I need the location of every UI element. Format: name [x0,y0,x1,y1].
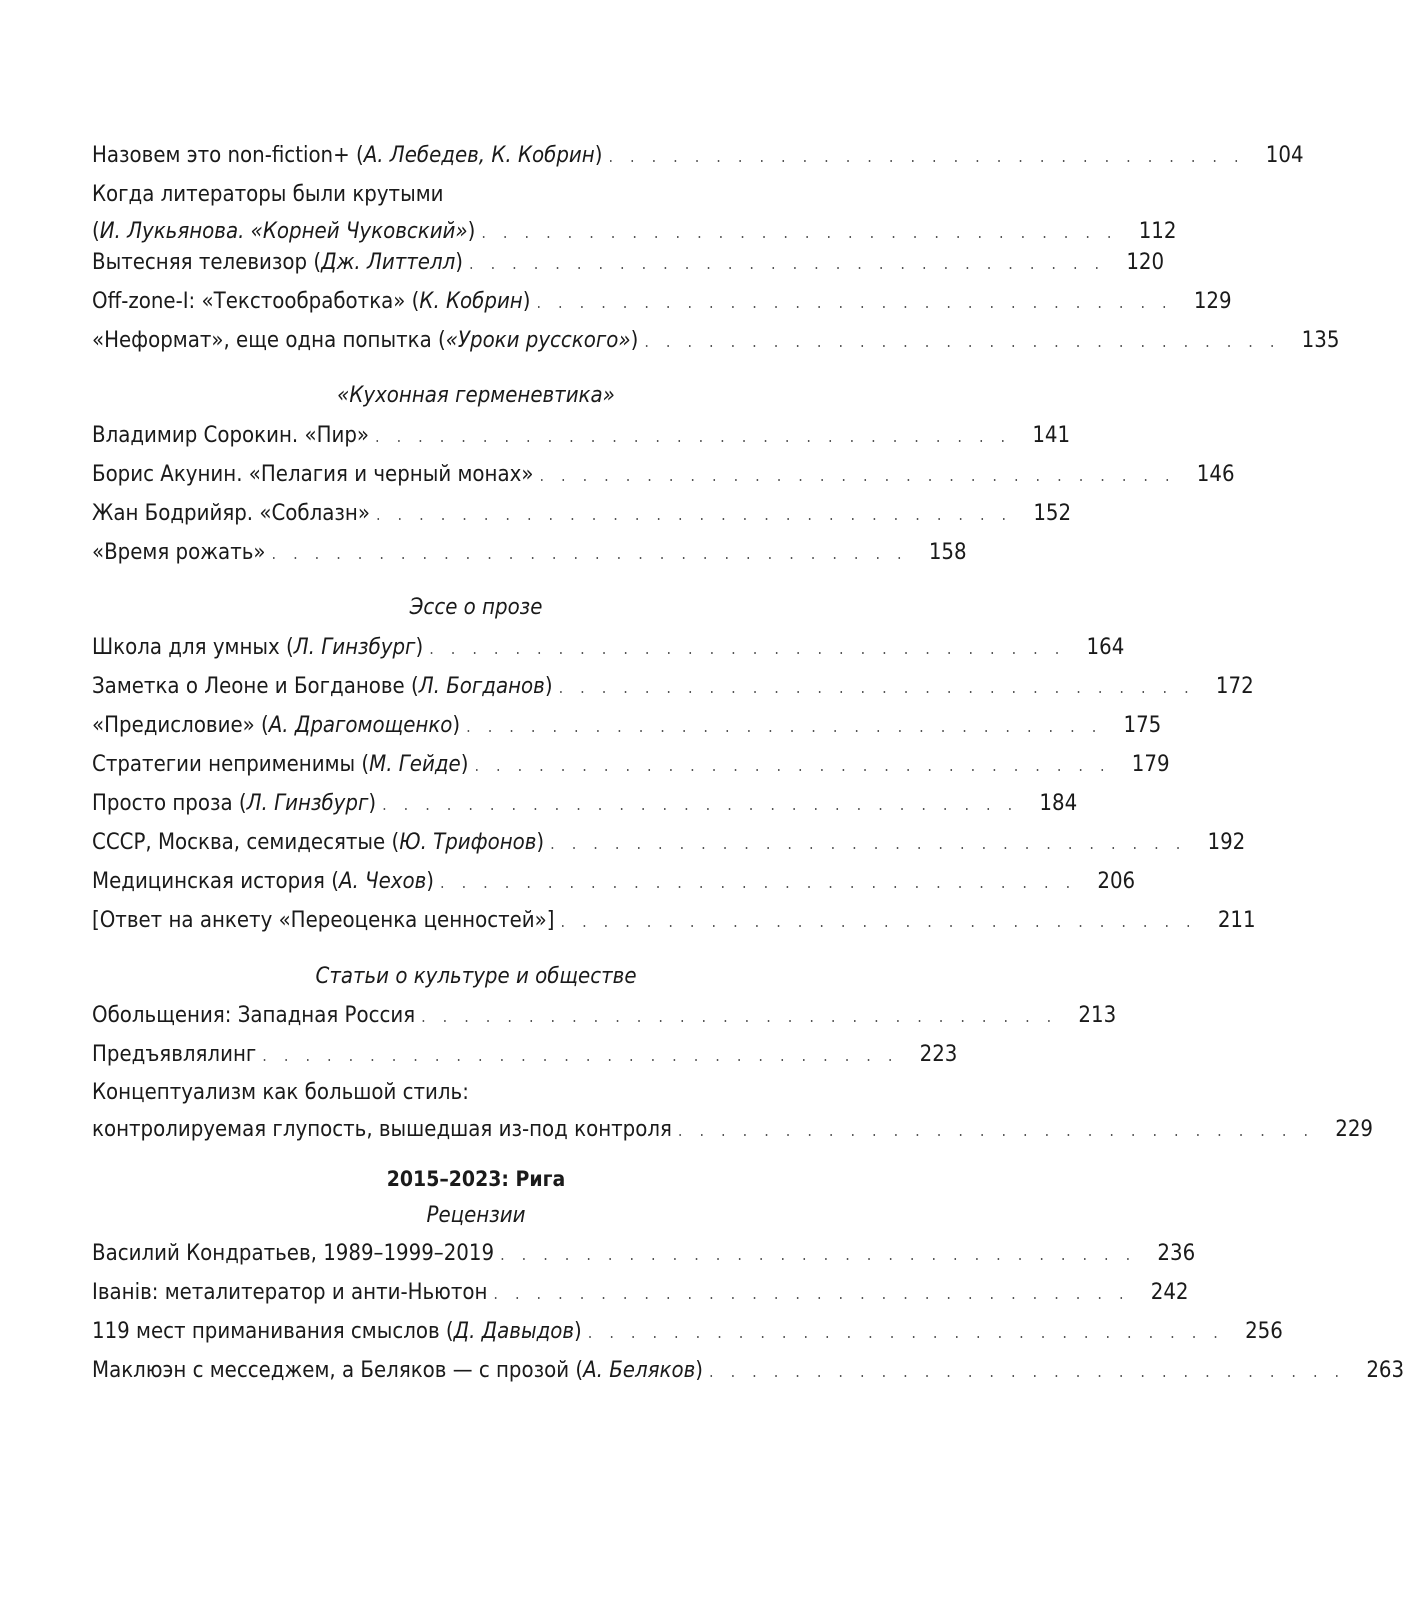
entry-title: Маклюэн с месседжем, а Беляков — с прозой (А. Беляков) [92,1358,703,1383]
entry-title: Предъявлялинг [92,1042,257,1067]
toc-entry[interactable] [92,1312,1283,1352]
entry-title: «Время рожать» [92,540,266,565]
page-number: 213 [1078,1003,1117,1028]
page-number: 129 [1193,289,1232,314]
dot-leader: .............................. [469,254,1117,273]
dot-leader: .............................. [493,1284,1141,1303]
page-number: 146 [1196,462,1235,487]
page-number: 192 [1207,830,1246,855]
toc-entry[interactable] [92,1234,1196,1274]
dot-leader: .............................. [271,544,919,563]
toc-entry[interactable] [92,996,1117,1036]
entry-title: СССР, Москва, семидесятые (Ю. Трифонов) [92,830,545,855]
entry-title: Медицинская история (А. Чехов) [92,869,435,894]
section-heading: Эссе о прозе [409,595,543,620]
page-number: 229 [1335,1117,1374,1142]
entry-title: Жан Бодрийяр. «Соблазн» [92,501,370,526]
toc-entry[interactable] [92,321,1340,361]
dot-leader: .............................. [709,1362,1357,1381]
entry-title: Василий Кондратьев, 1989–1999–2019 [92,1241,495,1266]
section-heading: Рецензии [426,1203,526,1228]
entry-title: «Предисловие» (А. Драгомощенко) [92,713,461,738]
entry-title: (И. Лукьянова. «Корней Чуковский») [92,219,476,244]
entry-title: Off-zone-I: «Текстообработка» (К. Кобрин) [92,289,531,314]
toc-entry[interactable] [92,1035,958,1075]
dot-leader: .............................. [421,1007,1069,1026]
page-number: 158 [928,540,967,565]
page-number: 164 [1086,635,1125,660]
toc-entry[interactable] [92,455,1235,495]
toc-entry[interactable] [92,136,1304,176]
toc-entry[interactable] [92,745,1170,785]
entry-title: Іванів: металитератор и анти-Ньютон [92,1280,488,1305]
page-number: 112 [1138,219,1177,244]
entry-title: Назовем это non-fiction+ (А. Лебедев, К. Кобрин) [92,143,603,168]
toc-entry[interactable] [92,178,1177,252]
page-number: 242 [1150,1280,1189,1305]
dot-leader: .............................. [500,1245,1148,1264]
dot-leader: .............................. [429,639,1077,658]
dot-leader: .............................. [474,756,1122,775]
dot-leader: .............................. [560,912,1208,931]
entry-title: Владимир Сорокин. «Пир» [92,423,370,448]
page-number: 236 [1157,1241,1196,1266]
page-number: 141 [1032,423,1071,448]
page-number: 172 [1215,674,1254,699]
page-number: 120 [1126,250,1165,275]
entry-title: Школа для умных (Л. Гинзбург) [92,635,424,660]
toc-entry[interactable] [92,533,967,573]
toc-entry[interactable] [92,416,1071,456]
page-number: 206 [1097,869,1136,894]
dot-leader: .............................. [382,795,1030,814]
page-number: 256 [1245,1319,1283,1344]
dot-leader: .............................. [677,1121,1326,1140]
section-heading: «Кухонная герменевтика» [337,383,615,408]
toc-entry[interactable] [92,243,1165,283]
dot-leader: .............................. [440,873,1088,892]
dot-leader: .............................. [644,332,1292,351]
toc-entry[interactable] [92,901,1256,941]
entry-title-line: Когда литераторы были крутыми [92,182,444,207]
dot-leader: .............................. [481,223,1129,242]
section-heading: Статьи о культуре и обществе [315,964,637,989]
dot-leader: .............................. [375,427,1023,446]
page-number: 211 [1217,908,1256,933]
entry-title: Вытесняя телевизор (Дж. Литтелл) [92,250,464,275]
dot-leader: .............................. [466,717,1114,736]
entry-title: Стратегии неприменимы (М. Гейде) [92,752,469,777]
toc-entry[interactable] [92,784,1078,824]
page-number: 175 [1123,713,1162,738]
toc-entry[interactable] [92,706,1162,746]
toc-entry[interactable] [92,494,1072,534]
entry-title: «Неформат», еще одна попытка («Уроки русского») [92,328,639,353]
entry-title: [Ответ на анкету «Переоценка ценностей»] [92,908,555,933]
dot-leader: .............................. [558,678,1206,697]
page-number: 104 [1265,143,1304,168]
entry-title: 119 мест приманивания смыслов (Д. Давыдов) [92,1319,582,1344]
toc-entry[interactable] [92,1273,1189,1313]
dot-leader: .............................. [536,293,1184,312]
page-number: 223 [919,1042,958,1067]
entry-title: Заметка о Леоне и Богданове (Л. Богданов) [92,674,553,699]
page-number: 135 [1301,328,1340,353]
entry-title: Обольщения: Западная Россия [92,1003,416,1028]
toc-entry[interactable] [92,628,1125,668]
dot-leader: .............................. [550,834,1198,853]
toc-entry[interactable] [92,1351,1404,1391]
toc-entry[interactable] [92,282,1232,322]
entry-title-line: Концептуализм как большой стиль: [92,1080,469,1105]
page-number: 152 [1033,501,1072,526]
toc-entry[interactable] [92,823,1246,863]
toc-entry[interactable] [92,862,1136,902]
page-number: 263 [1366,1358,1404,1383]
dot-leader: .............................. [587,1323,1235,1342]
part-heading: 2015–2023: Рига [386,1167,566,1191]
dot-leader: .............................. [539,466,1187,485]
page-number: 179 [1131,752,1170,777]
page-number: 184 [1039,791,1078,816]
toc-entry[interactable] [92,667,1254,707]
toc-entry[interactable] [92,1076,1374,1150]
dot-leader: .............................. [608,147,1256,166]
dot-leader: .............................. [375,505,1024,524]
entry-title: Просто проза (Л. Гинзбург) [92,791,377,816]
dot-leader: .............................. [262,1046,910,1065]
entry-title: контролируемая глупость, вышедшая из-под контроля [92,1117,672,1142]
entry-title: Борис Акунин. «Пелагия и черный монах» [92,462,534,487]
